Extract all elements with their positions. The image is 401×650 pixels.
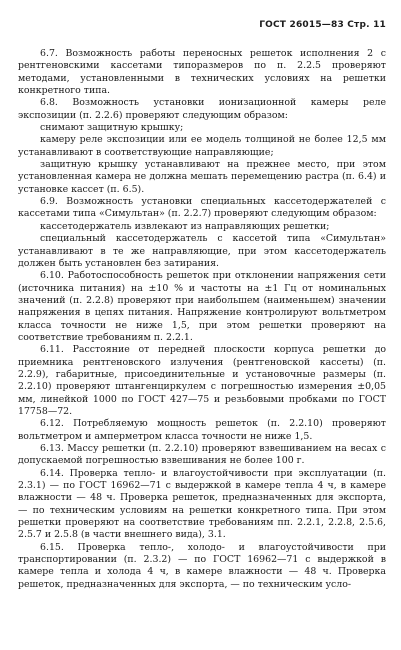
paragraph-6-14: 6.14. Проверка тепло- и влагоустойчивости при эксплуатации (п. 2.3.1) — по ГОСТ 16962—71 с выдержкой в камере тепла 4 ч, в камере влажности — 48 ч. Проверка решеток, предназначенных для экспорта, — по техническим условиям на решетки конкретного типа. При этом решетки проверяют на соответствие требованиям пп. 2.2.1, 2.2.8, 2.5.6, 2.5.7 и 2.5.8 (в части внешнего вида), 3.1. (18, 467, 386, 541)
paragraph-6-8-step-1: снимают защитную крышку; (40, 122, 184, 134)
paragraph-6-7: 6.7. Возможность работы переносных решеток исполнения 2 с рентгеновскими кассетами типоразмеров по п. 2.2.5 проверяют методами, установленными в технических условиях на решетки конкретного типа. (18, 48, 386, 97)
paragraph-6-8: 6.8. Возможность установки ионизационной камеры реле экспозиции (п. 2.2.6) проверяют следующим образом: (18, 97, 386, 121)
paragraph-6-15: 6.15. Проверка тепло-, холодо- и влагоустойчивости при транспортировании (п. 2.3.2) — по ГОСТ 16962—71 с выдержкой в камере тепла и холода 4 ч, в камере влажности — 48 ч. Проверка решеток, предназначенных для экспорта, — по техническим усло- (18, 541, 386, 590)
document-body (18, 48, 386, 591)
paragraph-6-9-step-2: специальный кассетодержатель с кассетой типа «Симультан» устанавливают в те же направляющие, при этом кассетодержатель должен быть установлен без затирания. (18, 233, 386, 269)
paragraph-6-9: 6.9. Возможность установки специальных кассетодержателей с кассетами типа «Симультан» (п. 2.2.7) проверяют следующим образом: (18, 196, 386, 220)
paragraph-6-10: 6.10. Работоспособность решеток при отклонении напряжения сети (источника питания) на ±10 % и частоты на ±1 Гц от номинальных значений (п. 2.2.8) проверяют при наибольшем (наименьшем) значении напряжения в цепях питания. Напряжение контролируют вольтметром класса точности не ниже 1,5, при этом решетки проверяют на соответствие требованиям п. 2.2.1. (18, 270, 386, 343)
paragraph-6-11: 6.11. Расстояние от передней плоскости корпуса решетки до приемника рентгеновского излучения (рентгеновской кассеты) (п. 2.2.9), габаритные, присоединительные и установочные размеры (п. 2.2.10) проверяют штангенциркулем с погрешностью измерения ±0,05 мм, линейкой 1000 по ГОСТ 427—75 и резьбовыми пробками по ГОСТ 17758—72. (18, 344, 386, 417)
paragraph-6-8-step-3: защитную крышку устанавливают на прежнее место, при этом установленная камера не должна мешать перемещению растра (п. 6.4) и установке кассет (п. 6.5). (18, 159, 386, 195)
page-header: ГОСТ 26015—83 Стр. 11 (259, 20, 386, 30)
paragraph-6-12: 6.12. Потребляемую мощность решеток (п. 2.2.10) проверяют вольтметром и амперметром класса точности не ниже 1,5. (18, 418, 386, 442)
paragraph-6-8-step-2: камеру реле экспозиции или ее модель толщиной не более 12,5 мм устанавливают в соответствующие направляющие; (18, 134, 386, 158)
paragraph-6-9-step-1: кассетодержатель извлекают из направляющих решетки; (40, 220, 330, 232)
paragraph-6-13: 6.13. Массу решетки (п. 2.2.10) проверяют взвешиванием на весах с допускаемой погрешностью взвешивания не более 100 г. (18, 443, 386, 467)
